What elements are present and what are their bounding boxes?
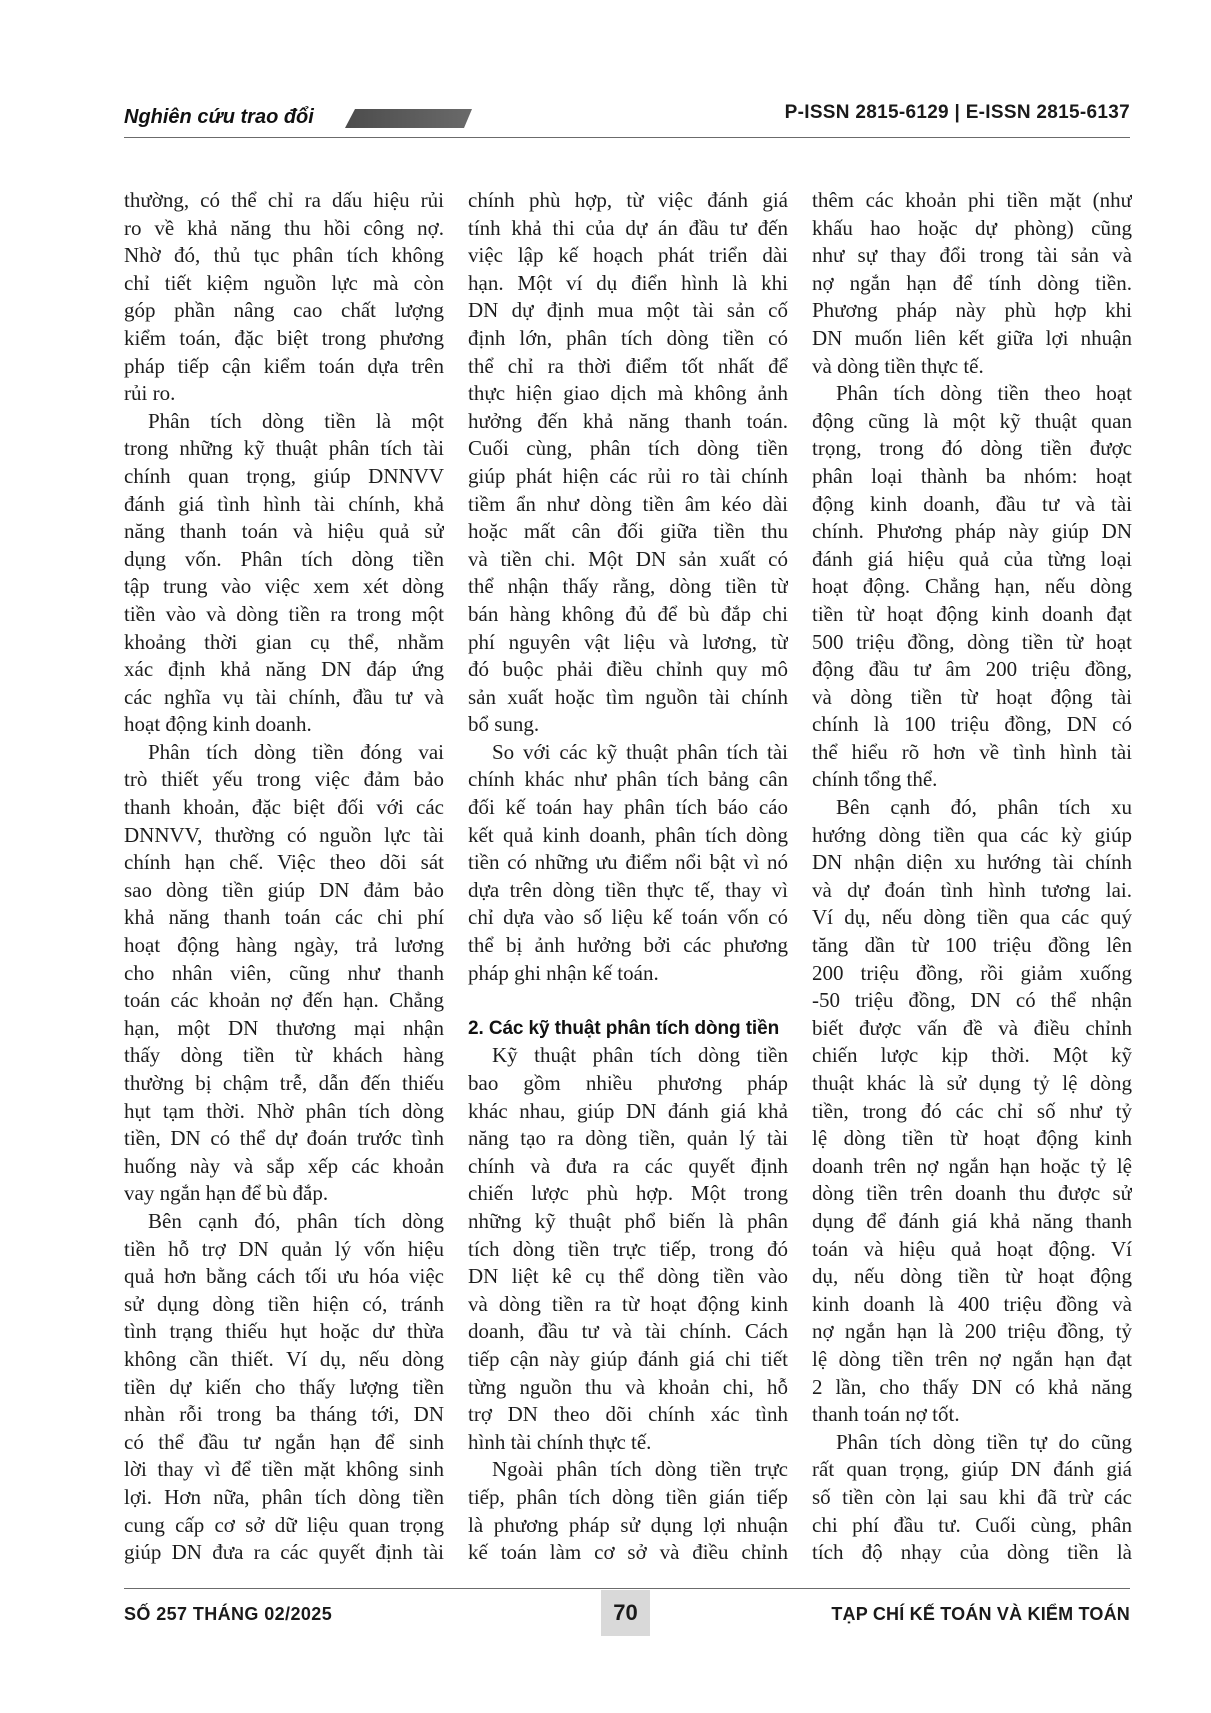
paragraph bbox=[812, 187, 1132, 380]
text-line: bán hàng không đủ để bù đắp chi bbox=[468, 601, 788, 626]
text-line: lợi. Hơn nữa, phân tích dòng tiền bbox=[124, 1484, 444, 1509]
text-line: bao gồm nhiều phương pháp bbox=[468, 1071, 788, 1095]
text-line: tiền hỗ trợ DN quản lý vốn hiệu bbox=[124, 1236, 444, 1261]
text-line: thường bị chậm trễ, dẫn đến thiếu bbox=[124, 1071, 444, 1095]
text-line: nhàn rỗi trong ba tháng tới, DN bbox=[124, 1402, 444, 1427]
text-line: Nhờ đó, thủ tục phân tích không bbox=[124, 243, 444, 268]
paragraph bbox=[812, 1429, 1132, 1567]
text-line: pháp ghi nhận kế toán. bbox=[468, 960, 659, 985]
text-line: đó buộc phải điều chỉnh quy mô bbox=[468, 657, 788, 682]
text-line: tăng dần từ 100 triệu đồng lên bbox=[812, 933, 1132, 958]
text-line: đối kế toán hay phân tích báo cáo bbox=[468, 795, 788, 820]
text-line: ro về khả năng thu hồi công nợ. bbox=[124, 215, 444, 240]
text-line: tập trung vào việc xem xét dòng bbox=[124, 574, 444, 599]
text-line: doanh, đầu tư và tài chính. Cách bbox=[468, 1319, 788, 1344]
text-line: đánh giá hiệu quả của từng loại bbox=[812, 546, 1132, 571]
text-line: rủi ro. bbox=[124, 381, 176, 406]
text-column-2 bbox=[468, 187, 788, 1567]
text-line: Phương pháp này phù hợp khi bbox=[812, 298, 1132, 323]
text-line: trong những kỹ thuật phân tích tài bbox=[124, 436, 444, 461]
text-line: thêm các khoản phi tiền mặt (như bbox=[812, 188, 1132, 212]
text-line: hụt tạm thời. Nhờ phân tích dòng bbox=[124, 1098, 444, 1123]
paragraph bbox=[468, 739, 788, 987]
text-line: Phân tích dòng tiền đóng vai bbox=[148, 739, 444, 764]
text-line: không cần thiết. Ví dụ, nếu dòng bbox=[124, 1346, 444, 1371]
text-line: động đầu tư âm 200 triệu đồng, bbox=[812, 657, 1132, 682]
text-line: hoạt động hàng ngày, trả lương bbox=[124, 933, 444, 958]
page-number: 70 bbox=[601, 1590, 650, 1636]
text-line: từng nguồn thu và khoản chi, hỗ bbox=[468, 1374, 788, 1399]
text-line: Bên cạnh đó, phân tích xu bbox=[836, 795, 1132, 820]
text-line: cho nhân viên, cũng như thanh bbox=[124, 960, 444, 985]
text-line: toán và hiệu quả hoạt động. Ví bbox=[812, 1236, 1132, 1261]
text-line: tiếp cận này giúp đánh giá chi tiết bbox=[468, 1346, 788, 1371]
paragraph bbox=[124, 408, 444, 739]
text-line: rất quan trọng, giúp DN đánh giá bbox=[812, 1457, 1132, 1482]
text-line: giúp DN đưa ra các quyết định tài bbox=[124, 1540, 444, 1565]
text-line: lệ dòng tiền trên nợ ngắn hạn đạt bbox=[812, 1346, 1132, 1371]
text-line: sử dụng dòng tiền hiện có, tránh bbox=[124, 1291, 444, 1316]
text-line: phân loại thành ba nhóm: hoạt bbox=[812, 463, 1132, 488]
text-line: khác nhau, giúp DN đánh giá khả bbox=[468, 1098, 788, 1123]
text-line: thực hiện giao dịch mà không ảnh bbox=[468, 381, 788, 406]
text-line: khấu hao hoặc dự phòng) cũng bbox=[812, 215, 1132, 240]
text-line: thể nhận thấy rằng, dòng tiền từ bbox=[468, 574, 788, 599]
text-line: DN dự định mua một tài sản cố bbox=[468, 298, 788, 323]
text-line: trợ DN theo dõi chính xác tình bbox=[468, 1402, 788, 1427]
header-decorative-bar bbox=[345, 109, 472, 128]
text-line: là phương pháp sử dụng lợi nhuận bbox=[468, 1512, 788, 1537]
header-rule bbox=[124, 137, 1130, 138]
text-line: chỉ dựa vào số liệu kế toán vốn có bbox=[468, 905, 788, 930]
text-line: dụ, nếu dòng tiền từ hoạt động bbox=[812, 1264, 1132, 1289]
text-line: toán các khoản nợ đến hạn. Chẳng bbox=[124, 988, 444, 1013]
text-line: DN muốn liên kết giữa lợi nhuận bbox=[812, 325, 1132, 350]
text-line: việc lập kế hoạch phát triển dài bbox=[468, 243, 788, 268]
paragraph bbox=[468, 1042, 788, 1456]
text-line: dựa trên dòng tiền thực tế, thay vì bbox=[468, 877, 788, 902]
text-line: 200 triệu đồng, rồi giảm xuống bbox=[812, 960, 1132, 985]
text-line: chính. Phương pháp này giúp DN bbox=[812, 519, 1132, 544]
text-line: cung cấp cơ sở dữ liệu quan trọng bbox=[124, 1512, 444, 1537]
text-line: sản xuất hoặc tìm nguồn tài chính bbox=[468, 684, 788, 709]
text-line: Ngoài phân tích dòng tiền trực bbox=[492, 1457, 788, 1482]
text-line: tính khả thi của dự án đầu tư đến bbox=[468, 215, 788, 240]
text-line: năng tạo ra dòng tiền, quản lý tài bbox=[468, 1126, 788, 1151]
text-line: chính là 100 triệu đồng, DN có bbox=[812, 712, 1132, 737]
text-line: xác định khả năng DN đáp ứng bbox=[124, 657, 444, 682]
text-line: dụng vốn. Phân tích dòng tiền bbox=[124, 546, 444, 571]
text-line: thường, có thể chỉ ra dấu hiệu rủi bbox=[124, 188, 444, 212]
text-line: thấy dòng tiền từ khách hàng bbox=[124, 1043, 444, 1068]
text-line: Bên cạnh đó, phân tích dòng bbox=[148, 1208, 444, 1233]
text-line: tiền, DN có thể dự đoán trước tình bbox=[124, 1126, 444, 1151]
text-line: và dự đoán tình hình tương lai. bbox=[812, 877, 1132, 902]
text-line: lệ dòng tiền từ hoạt động kinh bbox=[812, 1126, 1132, 1151]
text-line: chính tổng thể. bbox=[812, 767, 938, 792]
text-line: tiền, trong đó các chỉ số như tỷ bbox=[812, 1098, 1132, 1123]
section-heading: 2. Các kỹ thuật phân tích dòng tiền bbox=[468, 1017, 780, 1039]
text-line: tích dòng tiền trực tiếp, trong đó bbox=[468, 1236, 788, 1261]
text-line: DN nhận diện xu hướng tài chính bbox=[812, 850, 1132, 875]
text-column-1 bbox=[124, 187, 444, 1567]
text-line: biết được vấn đề và điều chỉnh bbox=[812, 1015, 1132, 1040]
text-line: Phân tích dòng tiền là một bbox=[148, 408, 444, 433]
text-line: tiền dự kiến cho thấy lượng tiền bbox=[124, 1374, 444, 1399]
text-line: khoảng thời gian cụ thể, nhằm bbox=[124, 629, 444, 654]
text-line: hạn. Một ví dụ điển hình là khi bbox=[468, 270, 788, 295]
text-line: tiền vào và dòng tiền ra trong một bbox=[124, 601, 444, 626]
text-line: khả năng thanh toán các chi phí bbox=[124, 905, 444, 930]
text-line: hưởng đến khả năng thanh toán. bbox=[468, 408, 788, 433]
text-line: chi phí đầu tư. Cuối cùng, phân bbox=[812, 1512, 1132, 1537]
text-line: và dòng tiền ra từ hoạt động kinh bbox=[468, 1291, 788, 1316]
text-line: tiếp, phân tích dòng tiền gián tiếp bbox=[468, 1484, 788, 1509]
paragraph bbox=[124, 1208, 444, 1567]
text-line: hướng dòng tiền qua các kỳ giúp bbox=[812, 822, 1132, 847]
text-line: lời thay vì để tiền mặt không sinh bbox=[124, 1457, 444, 1482]
paragraph bbox=[124, 187, 444, 408]
text-line: chính hạn chế. Việc theo dõi sát bbox=[124, 850, 444, 875]
text-line: định lớn, phân tích dòng tiền có bbox=[468, 325, 788, 350]
text-line: hạn, một DN thương mại nhận bbox=[124, 1015, 444, 1040]
text-line: năng thanh toán và hiệu quả sử bbox=[124, 519, 444, 544]
text-line: và dòng tiền từ hoạt động tài bbox=[812, 684, 1132, 709]
text-line: Ví dụ, nếu dòng tiền qua các quý bbox=[812, 905, 1132, 930]
text-line: nợ ngắn hạn để tính dòng tiền. bbox=[812, 270, 1132, 295]
journal-name: TẠP CHÍ KẾ TOÁN VÀ KIỂM TOÁN bbox=[831, 1604, 1130, 1624]
text-line: đánh giá tình hình tài chính, khả bbox=[124, 491, 444, 516]
text-line: tiền từ hoạt động kinh doanh đạt bbox=[812, 601, 1132, 626]
paragraph bbox=[468, 187, 788, 739]
text-line: phí nguyên vật liệu và lương, từ bbox=[468, 629, 788, 654]
text-line: Cuối cùng, phân tích dòng tiền bbox=[468, 436, 788, 461]
text-line: doanh trên nợ ngắn hạn hoặc tỷ lệ bbox=[812, 1153, 1132, 1178]
text-line: và tiền chi. Một DN sản xuất có bbox=[468, 546, 788, 571]
text-line: Kỹ thuật phân tích dòng tiền bbox=[492, 1043, 788, 1068]
text-line: dòng tiền trên doanh thu được sử bbox=[812, 1181, 1132, 1206]
text-line: DNNVV, thường có nguồn lực tài bbox=[124, 822, 444, 847]
text-line: sao dòng tiền giúp DN đảm bảo bbox=[124, 877, 444, 902]
text-line: pháp tiếp cận kiểm toán dựa trên bbox=[124, 353, 444, 378]
text-line: hình tài chính thực tế. bbox=[468, 1429, 652, 1454]
text-line: như sự thay đổi trong tài sản và bbox=[812, 243, 1132, 268]
paragraph bbox=[468, 1456, 788, 1566]
text-line: chính khác như phân tích bảng cân bbox=[468, 767, 788, 792]
text-line: 500 triệu đồng, dòng tiền từ hoạt bbox=[812, 629, 1132, 654]
text-line: chính và đưa ra các quyết định bbox=[468, 1153, 788, 1178]
text-line: thuật khác là sử dụng tỷ lệ dòng bbox=[812, 1071, 1132, 1095]
text-line: kinh doanh là 400 triệu đồng và bbox=[812, 1291, 1132, 1316]
text-line: dụng để đánh giá khả năng thanh bbox=[812, 1208, 1132, 1233]
text-line: hoạt động kinh doanh. bbox=[124, 712, 312, 737]
text-line: quả hơn bằng cách tối ưu hóa việc bbox=[124, 1264, 444, 1289]
text-line: tình trạng thiếu hụt hoặc dư thừa bbox=[124, 1319, 444, 1344]
text-line: chính quan trọng, giúp DNNVV bbox=[124, 463, 444, 488]
text-line: trò thiết yếu trong việc đảm bảo bbox=[124, 767, 444, 792]
text-line: chiến lược kịp thời. Một kỹ bbox=[812, 1043, 1132, 1068]
text-line: thanh toán nợ tốt. bbox=[812, 1402, 960, 1427]
text-line: các nghĩa vụ tài chính, đầu tư và bbox=[124, 684, 444, 709]
section-title: Nghiên cứu trao đổi bbox=[124, 106, 314, 128]
text-line: bổ sung. bbox=[468, 712, 540, 737]
text-line: và dòng tiền thực tế. bbox=[812, 353, 984, 378]
text-line: nợ ngắn hạn là 200 triệu đồng, tỷ bbox=[812, 1319, 1132, 1344]
text-line: DN liệt kê cụ thể dòng tiền vào bbox=[468, 1264, 788, 1289]
text-column-3 bbox=[812, 187, 1132, 1567]
paragraph bbox=[812, 794, 1132, 1429]
issue-label: SỐ 257 THÁNG 02/2025 bbox=[124, 1604, 333, 1624]
text-line: vay ngắn hạn để bù đắp. bbox=[124, 1181, 329, 1206]
text-line: tiềm ẩn như dòng tiền âm kéo dài bbox=[468, 491, 788, 516]
paragraph bbox=[812, 380, 1132, 794]
text-line: So với các kỹ thuật phân tích tài bbox=[492, 739, 788, 764]
text-line: -50 triệu đồng, DN có thể nhận bbox=[812, 988, 1132, 1013]
text-line: chỉ tiết kiệm nguồn lực mà còn bbox=[124, 270, 444, 295]
text-line: giúp phát hiện các rủi ro tài chính bbox=[468, 463, 788, 488]
text-line: thể hiểu rõ hơn về tình hình tài bbox=[812, 739, 1132, 764]
text-line: động cũng là một kỹ thuật quan bbox=[812, 408, 1132, 433]
text-line: thể chỉ ra thời điểm tốt nhất để bbox=[468, 353, 788, 378]
text-line: kế toán làm cơ sở và điều chỉnh bbox=[468, 1540, 788, 1565]
text-line: tiền có những ưu điểm nổi bật vì nó bbox=[468, 850, 788, 875]
text-line: động kinh doanh, đầu tư và tài bbox=[812, 491, 1132, 516]
text-line: thanh khoản, đặc biệt đối với các bbox=[124, 795, 444, 820]
text-line: chiến lược phù hợp. Một trong bbox=[468, 1181, 788, 1206]
text-line: tích độ nhạy của dòng tiền là bbox=[812, 1540, 1132, 1565]
text-line: có thể đầu tư ngắn hạn để sinh bbox=[124, 1429, 444, 1454]
text-line: những kỹ thuật phổ biến là phân bbox=[468, 1208, 788, 1233]
text-line: chính phù hợp, từ việc đánh giá bbox=[468, 188, 788, 212]
issn-label: P-ISSN 2815-6129 | E-ISSN 2815-6137 bbox=[784, 102, 1130, 123]
text-line: hoặc mất cân đối giữa tiền thu bbox=[468, 519, 788, 544]
text-line: góp phần nâng cao chất lượng bbox=[124, 298, 444, 323]
paragraph bbox=[124, 739, 444, 1208]
text-line: Phân tích dòng tiền tự do cũng bbox=[836, 1429, 1132, 1454]
text-line: kiểm toán, đặc biệt trong phương bbox=[124, 325, 444, 350]
text-line: hoạt động. Chẳng hạn, nếu dòng bbox=[812, 574, 1132, 599]
text-line: số tiền còn lại sau khi đã trừ các bbox=[812, 1484, 1132, 1509]
text-line: Phân tích dòng tiền theo hoạt bbox=[836, 381, 1132, 406]
text-line: huống này và sắp xếp các khoản bbox=[124, 1153, 444, 1178]
text-line: thể bị ảnh hưởng bởi các phương bbox=[468, 933, 788, 958]
footer-rule bbox=[124, 1588, 1130, 1589]
text-line: trọng, trong đó dòng tiền được bbox=[812, 436, 1132, 461]
text-line: kết quả kinh doanh, phân tích dòng bbox=[468, 822, 788, 847]
text-line: 2 lần, cho thấy DN có khả năng bbox=[812, 1374, 1132, 1399]
